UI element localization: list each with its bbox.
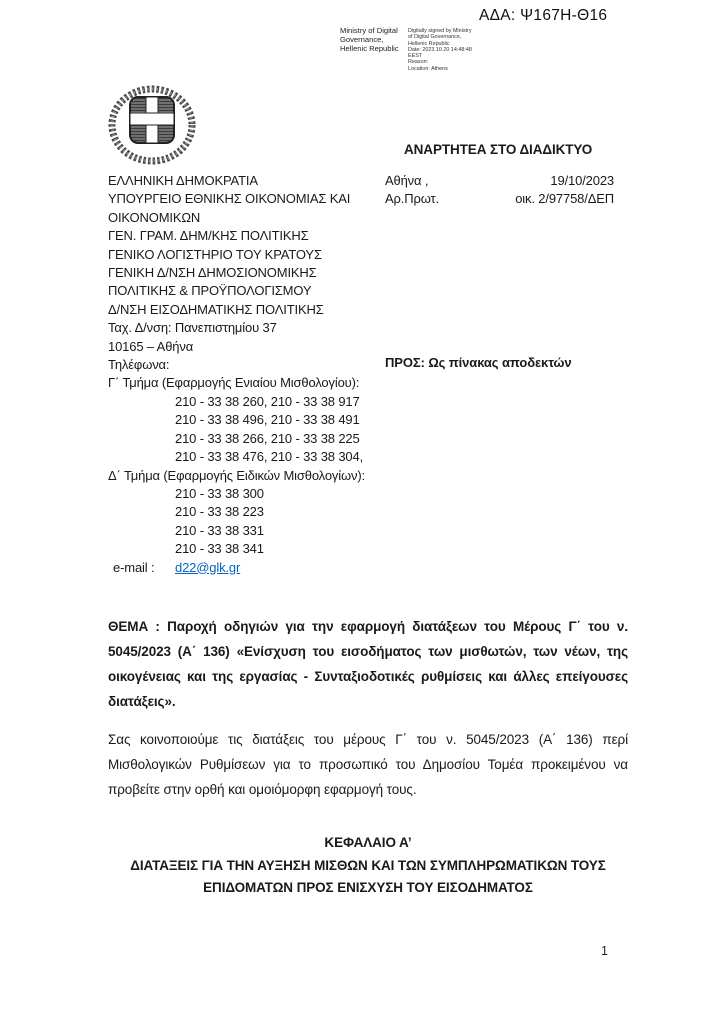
city-label: Αθήνα , [385,173,429,188]
phone-number-line: 210 - 33 38 300 [175,485,264,501]
postal-address-line: Ταχ. Δ/νση: Πανεπιστημίου 37 [108,320,277,336]
telephones-label: Τηλέφωνα: [108,357,170,373]
letterhead-block [108,172,388,577]
protocol-row [385,190,614,208]
body-paragraph: Σας κοινοποιούμε τις διατάξεις του μέρους Γ΄ του ν. 5045/2023 (Α΄ 136) περί Μισθολογικών Ρυθμίσεων για το προσωπικό του Δημοσίου Τομέα προκειμένου να προβείτε στην ορθή και ομοιόμορφη εφαρμογή τους. [108,732,628,797]
phone-number-line: 210 - 33 38 331 [175,522,264,538]
greek-coat-of-arms-icon [106,84,198,166]
signature-detail-line: Location: Athens [408,65,448,72]
recipient-line: ΠΡΟΣ: Ως πίνακας αποδεκτών [385,355,572,370]
signature-detail-line: Reason: [408,59,429,66]
phone-number-line: 210 - 33 38 260, 210 - 33 38 917 [175,393,360,409]
letterhead-line: ΕΛΛΗΝΙΚΗ ΔΗΜΟΚΡΑΤΙΑ [108,173,258,188]
signature-detail-line: Date: 2023.10.20 14:48:48 [408,46,472,53]
phone-number-line: 210 - 33 38 476, 210 - 33 38 304, [175,449,364,465]
page-number: 1 [601,944,608,958]
signature-detail-line: Hellenic Republic [408,40,450,47]
signer-line: Governance, [340,34,384,44]
digital-signature-signer [340,27,399,53]
digital-signature-details [408,28,478,72]
chapter-subtitle-line: ΔΙΑΤΑΞΕΙΣ ΓΙΑ ΤΗΝ ΑΥΞΗΣΗ ΜΙΣΘΩΝ ΚΑΙ ΤΩΝ ΣΥΜΠΛΗΡΩΜΑΤΙΚΩΝ ΤΟΥΣ [130,857,606,873]
chapter-subtitle-line: ΕΠΙΔΟΜΑΤΩΝ ΠΡΟΣ ΕΝΙΣΧΥΣΗ ΤΟΥ ΕΙΣΟΔΗΜΑΤΟΣ [203,880,533,895]
signature-detail-line: of Digital Governance, [408,34,462,41]
chapter-heading [108,832,628,900]
letterhead-line: ΠΟΛΙΤΙΚΗΣ & ΠΡΟΫΠΟΛΟΓΙΣΜΟΥ [108,283,312,299]
chapter-title: ΚΕΦΑΛΑΙΟ Α’ [324,835,412,850]
dept-c-label: Γ΄ Τμήμα (Εφαρμογής Ενιαίου Μισθολογίου): [108,375,360,391]
phone-number-line: 210 - 33 38 266, 210 - 33 38 225 [175,430,360,446]
email-row [108,559,388,577]
email-link[interactable]: d22@glk.gr [175,559,241,575]
protocol-label: Αρ.Πρωτ. [385,191,439,207]
letterhead-line: ΟΙΚΟΝΟΜΙΚΩΝ [108,209,201,225]
email-label: e-mail : [113,559,155,575]
letterhead-line: ΓΕΝΙΚΟ ΛΟΓΙΣΤΗΡΙΟ ΤΟΥ ΚΡΑΤΟΥΣ [108,246,322,262]
reference-block [385,172,614,209]
phone-number-line: 210 - 33 38 223 [175,504,264,520]
protocol-number: οικ. 2/97758/ΔΕΠ [515,191,614,207]
signer-line: Ministry of Digital [340,26,398,35]
signature-detail-line: Digitally signed by Ministry [408,28,472,34]
phone-number-line: 210 - 33 38 341 [175,541,264,557]
letterhead-line: ΓΕΝΙΚΗ Δ/ΝΣΗ ΔΗΜΟΣΙΟΝΟΜΙΚΗΣ [108,265,317,281]
document-date: 19/10/2023 [550,173,614,188]
dept-d-label: Δ΄ Τμήμα (Εφαρμογής Ειδικών Μισθολογίων): [108,467,365,483]
phone-number-line: 210 - 33 38 496, 210 - 33 38 491 [175,412,360,428]
ada-code: ΑΔΑ: Ψ167Η-Θ16 [479,7,608,24]
letterhead-line: ΥΠΟΥΡΓΕΙΟ ΕΘΝΙΚΗΣ ΟΙΚΟΝΟΜΙΑΣ ΚΑΙ [108,191,351,207]
postal-code-line: 10165 – Αθήνα [108,338,194,354]
posted-on-internet-notice: ΑΝΑΡΤΗΤΕΑ ΣΤΟ ΔΙΑΔΙΚΤΥΟ [404,142,593,157]
subject-paragraph: ΘΕΜΑ : Παροχή οδηγιών για την εφαρμογή διατάξεων του Μέρους Γ΄ του ν. 5045/2023 (Α΄ 136) «Ενίσχυση του εισοδήματος των μισθωτών, των νέων, της οικογένειας και της εργασίας - Συνταξιοδοτικές ρυθμίσεις και άλλες επείγουσες διατάξεις». [108,619,628,709]
date-row [385,172,614,190]
letterhead-line: Δ/ΝΣΗ ΕΙΣΟΔΗΜΑΤΙΚΗΣ ΠΟΛΙΤΙΚΗΣ [108,301,324,317]
signer-line: Hellenic Republic [340,43,399,53]
letterhead-line: ΓΕΝ. ΓΡΑΜ. ΔΗΜ/ΚΗΣ ΠΟΛΙΤΙΚΗΣ [108,228,309,244]
signature-detail-line: EEST [408,53,423,60]
